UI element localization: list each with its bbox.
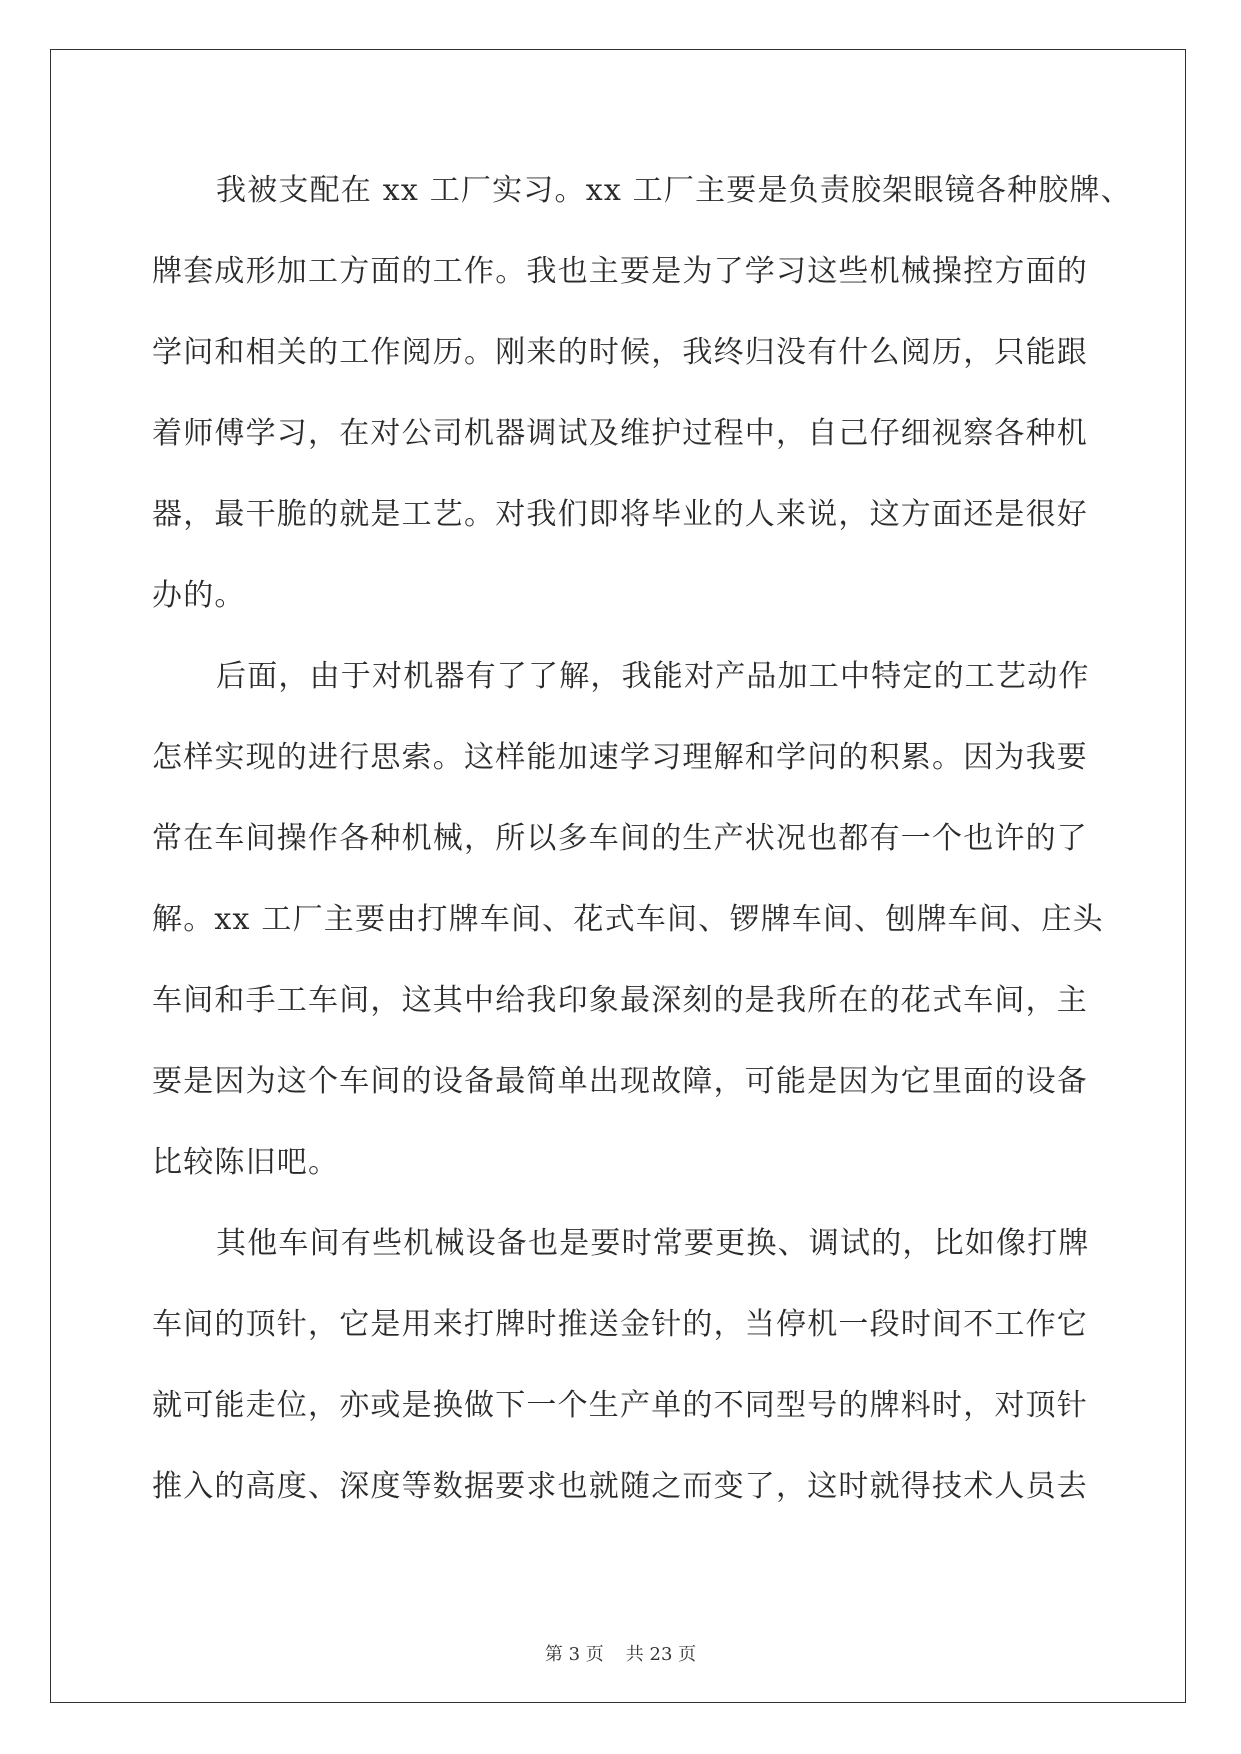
text-line: 其他车间有些机械设备也是要时常要更换、调试的，比如像打牌	[216, 1226, 1090, 1261]
text-line: 就可能走位，亦或是换做下一个生产单的不同型号的牌料时，对顶针	[152, 1388, 1088, 1423]
text-line: 着师傅学习，在对公司机器调试及维护过程中，自己仔细视察各种机	[152, 416, 1088, 451]
page-footer	[0, 1640, 1241, 1666]
text-line: 器，最干脆的就是工艺。对我们即将毕业的人来说，这方面还是很好	[152, 497, 1088, 532]
text-line: 怎样实现的进行思索。这样能加速学习理解和学问的积累。因为我要	[152, 740, 1088, 775]
text-line: 办的。	[152, 578, 246, 613]
text-line: 车间的顶针，它是用来打牌时推送金针的，当停机一段时间不工作它	[152, 1307, 1088, 1342]
document-body	[152, 163, 1132, 1540]
text-line: 要是因为这个车间的设备最简单出现故障，可能是因为它里面的设备	[152, 1064, 1088, 1099]
page-total: 共 23 页	[625, 1644, 697, 1665]
text-line: 常在车间操作各种机械，所以多车间的生产状况也都有一个也许的了	[152, 821, 1088, 856]
text-line: 学问和相关的工作阅历。刚来的时候，我终归没有什么阅历，只能跟	[152, 335, 1088, 370]
page-number: 第 3 页	[544, 1644, 604, 1665]
text-line: 推入的高度、深度等数据要求也就随之而变了，这时就得技术人员去	[152, 1469, 1088, 1504]
text-line: 后面，由于对机器有了了解，我能对产品加工中特定的工艺动作	[216, 659, 1090, 694]
text-line: 我被支配在 xx 工厂实习。xx 工厂主要是负责胶架眼镜各种胶牌、	[216, 173, 1132, 208]
text-line: 牌套成形加工方面的工作。我也主要是为了学习这些机械操控方面的	[152, 254, 1088, 289]
text-line: 比较陈旧吧。	[152, 1145, 340, 1180]
text-line: 解。xx 工厂主要由打牌车间、花式车间、锣牌车间、刨牌车间、庄头	[152, 902, 1104, 937]
text-line: 车间和手工车间，这其中给我印象最深刻的是我所在的花式车间，主	[152, 983, 1088, 1018]
